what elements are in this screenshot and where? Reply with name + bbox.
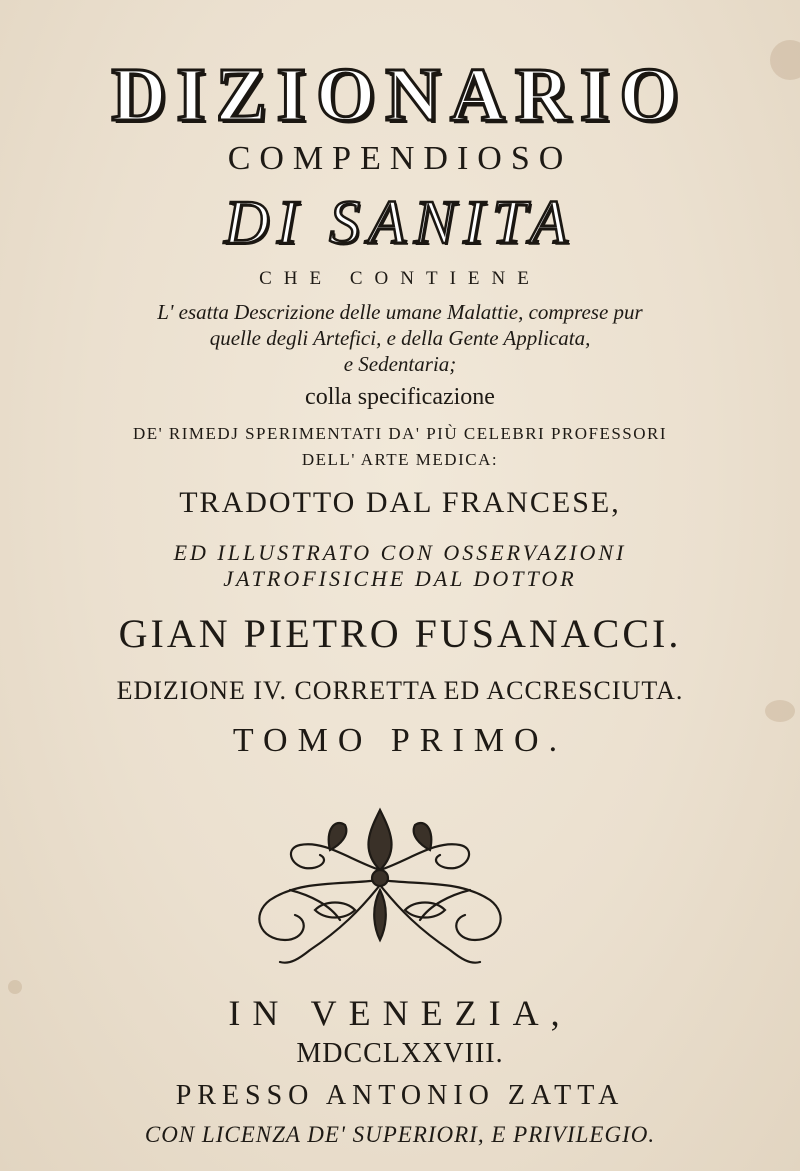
imprint-printer: PRESSO ANTONIO ZATTA [175,1080,625,1111]
description-line: quelle degli Artefici, e della Gente Applicata, [209,326,591,350]
translated-line: TRADOTTO DAL FRANCESE, [179,486,621,519]
floral-vignette-icon [230,790,530,970]
edition-line: EDIZIONE IV. CORRETTA ED ACCRESCIUTA. [116,676,684,705]
author-name: GIAN PIETRO FUSANACCI. [118,611,682,656]
remedies-line: DE' RIMEDJ SPERIMENTATI DA' PIÙ CELEBRI PROFESSORI [132,424,668,443]
specification-line: colla specificazione [305,384,495,410]
book-title: DIZIONARIO [111,53,689,137]
volume-line: TOMO PRIMO. [232,722,568,759]
illustrated-line: JATROFISICHE DAL DOTTOR [223,566,577,591]
remedies-line: DELL' ARTE MEDICA: [301,450,499,469]
imprint-place: IN VENEZIA, [228,993,572,1033]
imprint-year: MDCCLXXVIII. [296,1038,504,1069]
description-line: L' esatta Descrizione delle umane Malattie, comprese pur [157,300,643,324]
illustrated-line: ED ILLUSTRATO CON OSSERVAZIONI [173,540,627,565]
description-line: e Sedentaria; [343,352,457,376]
book-subtitle: COMPENDIOSO [227,140,573,177]
book-title-second: DI SANITA [224,189,576,257]
contains-line: CHE CONTIENE [259,268,541,289]
imprint-privilege: CON LICENZA DE' SUPERIORI, E PRIVILEGIO. [144,1122,656,1147]
